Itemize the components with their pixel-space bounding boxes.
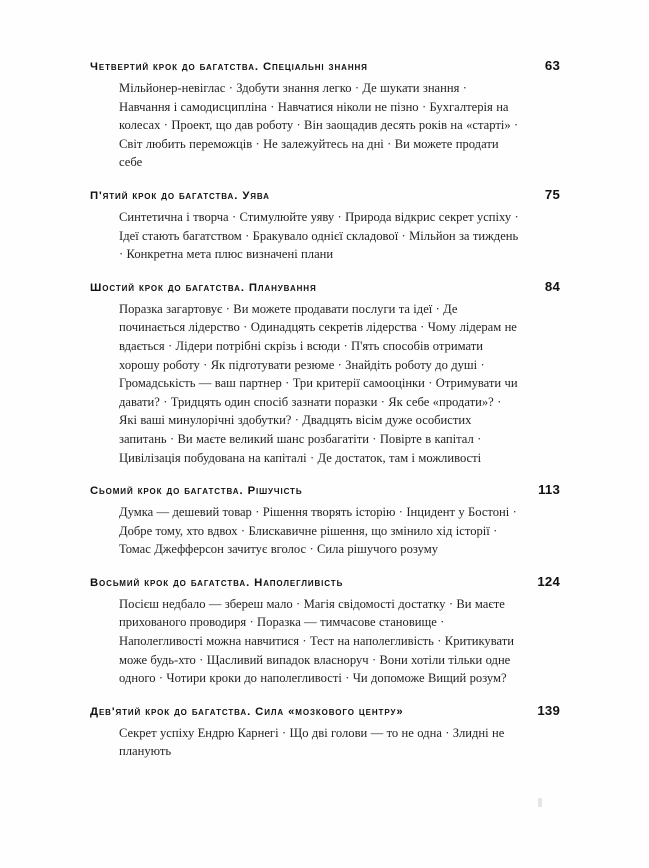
toc-entry-title: П'ятий крок до багатства. Уява	[90, 189, 270, 202]
toc-entry-description: Мільйонер-невіглас · Здобути знання легко · Де шукати знання · Навчання і самодисципліна · Навчатися ніколи не пізно · Бухгалтерія на колесах · Проект, що дав роботу · Він заощадив десять років на «старті» · Світ любить переможців · Не залежуйтесь на дні · Ви можете продати себе	[119, 81, 519, 170]
dot-leader	[410, 712, 529, 713]
toc-entry	[90, 482, 560, 559]
toc-entry-heading[interactable]	[90, 279, 560, 294]
toc-entry-heading[interactable]	[90, 703, 560, 718]
toc-entry-page-number: 139	[537, 702, 560, 718]
toc-entry-description: Синтетична і творча · Стимулюйте уяву · Природа відкрис секрет успіху · Ідеї стають багатством · Бракувало однієї складової · Мільйон за тиждень · Конкретна мета плюс визначені плани	[119, 209, 519, 262]
toc-entry-description: Посієш недбало — збереш мало · Магія свідомості достатку · Ви маєте прихованого проводиря · Поразка — тимчасове становище · Наполегливості можна навчитися · Тест на наполегливість · Критикувати може будь-хто · Щасливий випадок власноруч · Вони хотіли тільки одне одного · Чотири кроки до наполегливості · Чи допоможе Вищий розум?	[119, 596, 515, 686]
toc-entry-description: Думка — дешевий товар · Рішення творять історію · Інцидент у Бостоні · Добре тому, хто вдвох · Блискавичне рішення, що змінило хід історії · Томас Джефферсон зачитує вголос · Сила рішучого розуму	[119, 505, 517, 557]
toc-entry-heading[interactable]	[90, 58, 560, 73]
toc-entry-title: Дев'ятий крок до багатства. Сила «мозкового центру»	[90, 705, 404, 718]
toc-entry-page-number: 75	[544, 186, 560, 202]
dot-leader	[323, 288, 529, 289]
toc-entry-title: Шостий крок до багатства. Планування	[90, 281, 317, 294]
toc-entry-page-number: 113	[538, 482, 560, 498]
toc-entry-title: Четвертий крок до багатства. Спеціальні знання	[90, 61, 368, 73]
dot-leader	[374, 67, 529, 68]
toc-entry	[90, 703, 560, 761]
toc-entry-description: Поразка загартовує · Ви можете продавати послуги та ідеї · Де починається лідерство · Одинадцять секретів лідерства · Чому лідерам не вдається · Лідери потрібні скрізь і всюди · П'ять способів отримати хорошу роботу · Як підготувати резюме · Знайдіть роботу до душі · Громадськість — ваш партнер · Три критерії самооцінки · Отримувати чи давати? · Тридцять один спосіб зазнати поразки · Як себе «продати»? · Які ваші минулорічні здобутки? · Двадцять вісім дуже особистих запитань · Ви маєте великий шанс розбагатіти · Повірте в капітал · Цивілізація побудована на капіталі · Де достаток, там і можливості	[119, 301, 518, 465]
toc-entry-description: Секрет успіху Ендрю Карнегі · Що дві голови — то не одна · Злидні не планують	[119, 725, 505, 759]
toc-entry-heading[interactable]	[90, 187, 560, 202]
table-of-contents-list	[90, 58, 560, 776]
dot-leader	[349, 583, 529, 584]
toc-entry	[90, 574, 560, 688]
toc-entry-page-number: 124	[537, 573, 560, 589]
page-folio-mark	[538, 798, 542, 807]
toc-entry-page-number: 63	[544, 58, 560, 73]
toc-entry	[90, 58, 560, 172]
toc-entry-page-number: 84	[544, 278, 560, 294]
toc-entry-heading[interactable]	[90, 482, 560, 497]
toc-entry-heading[interactable]	[90, 574, 560, 589]
dot-leader	[276, 196, 529, 197]
dot-leader	[309, 491, 530, 492]
toc-entry-title: Сьомий крок до багатства. Рішучість	[90, 485, 303, 498]
toc-entry-title: Восьмий крок до багатства. Наполегливість	[90, 576, 344, 589]
toc-entry	[90, 279, 560, 467]
toc-entry	[90, 187, 560, 264]
